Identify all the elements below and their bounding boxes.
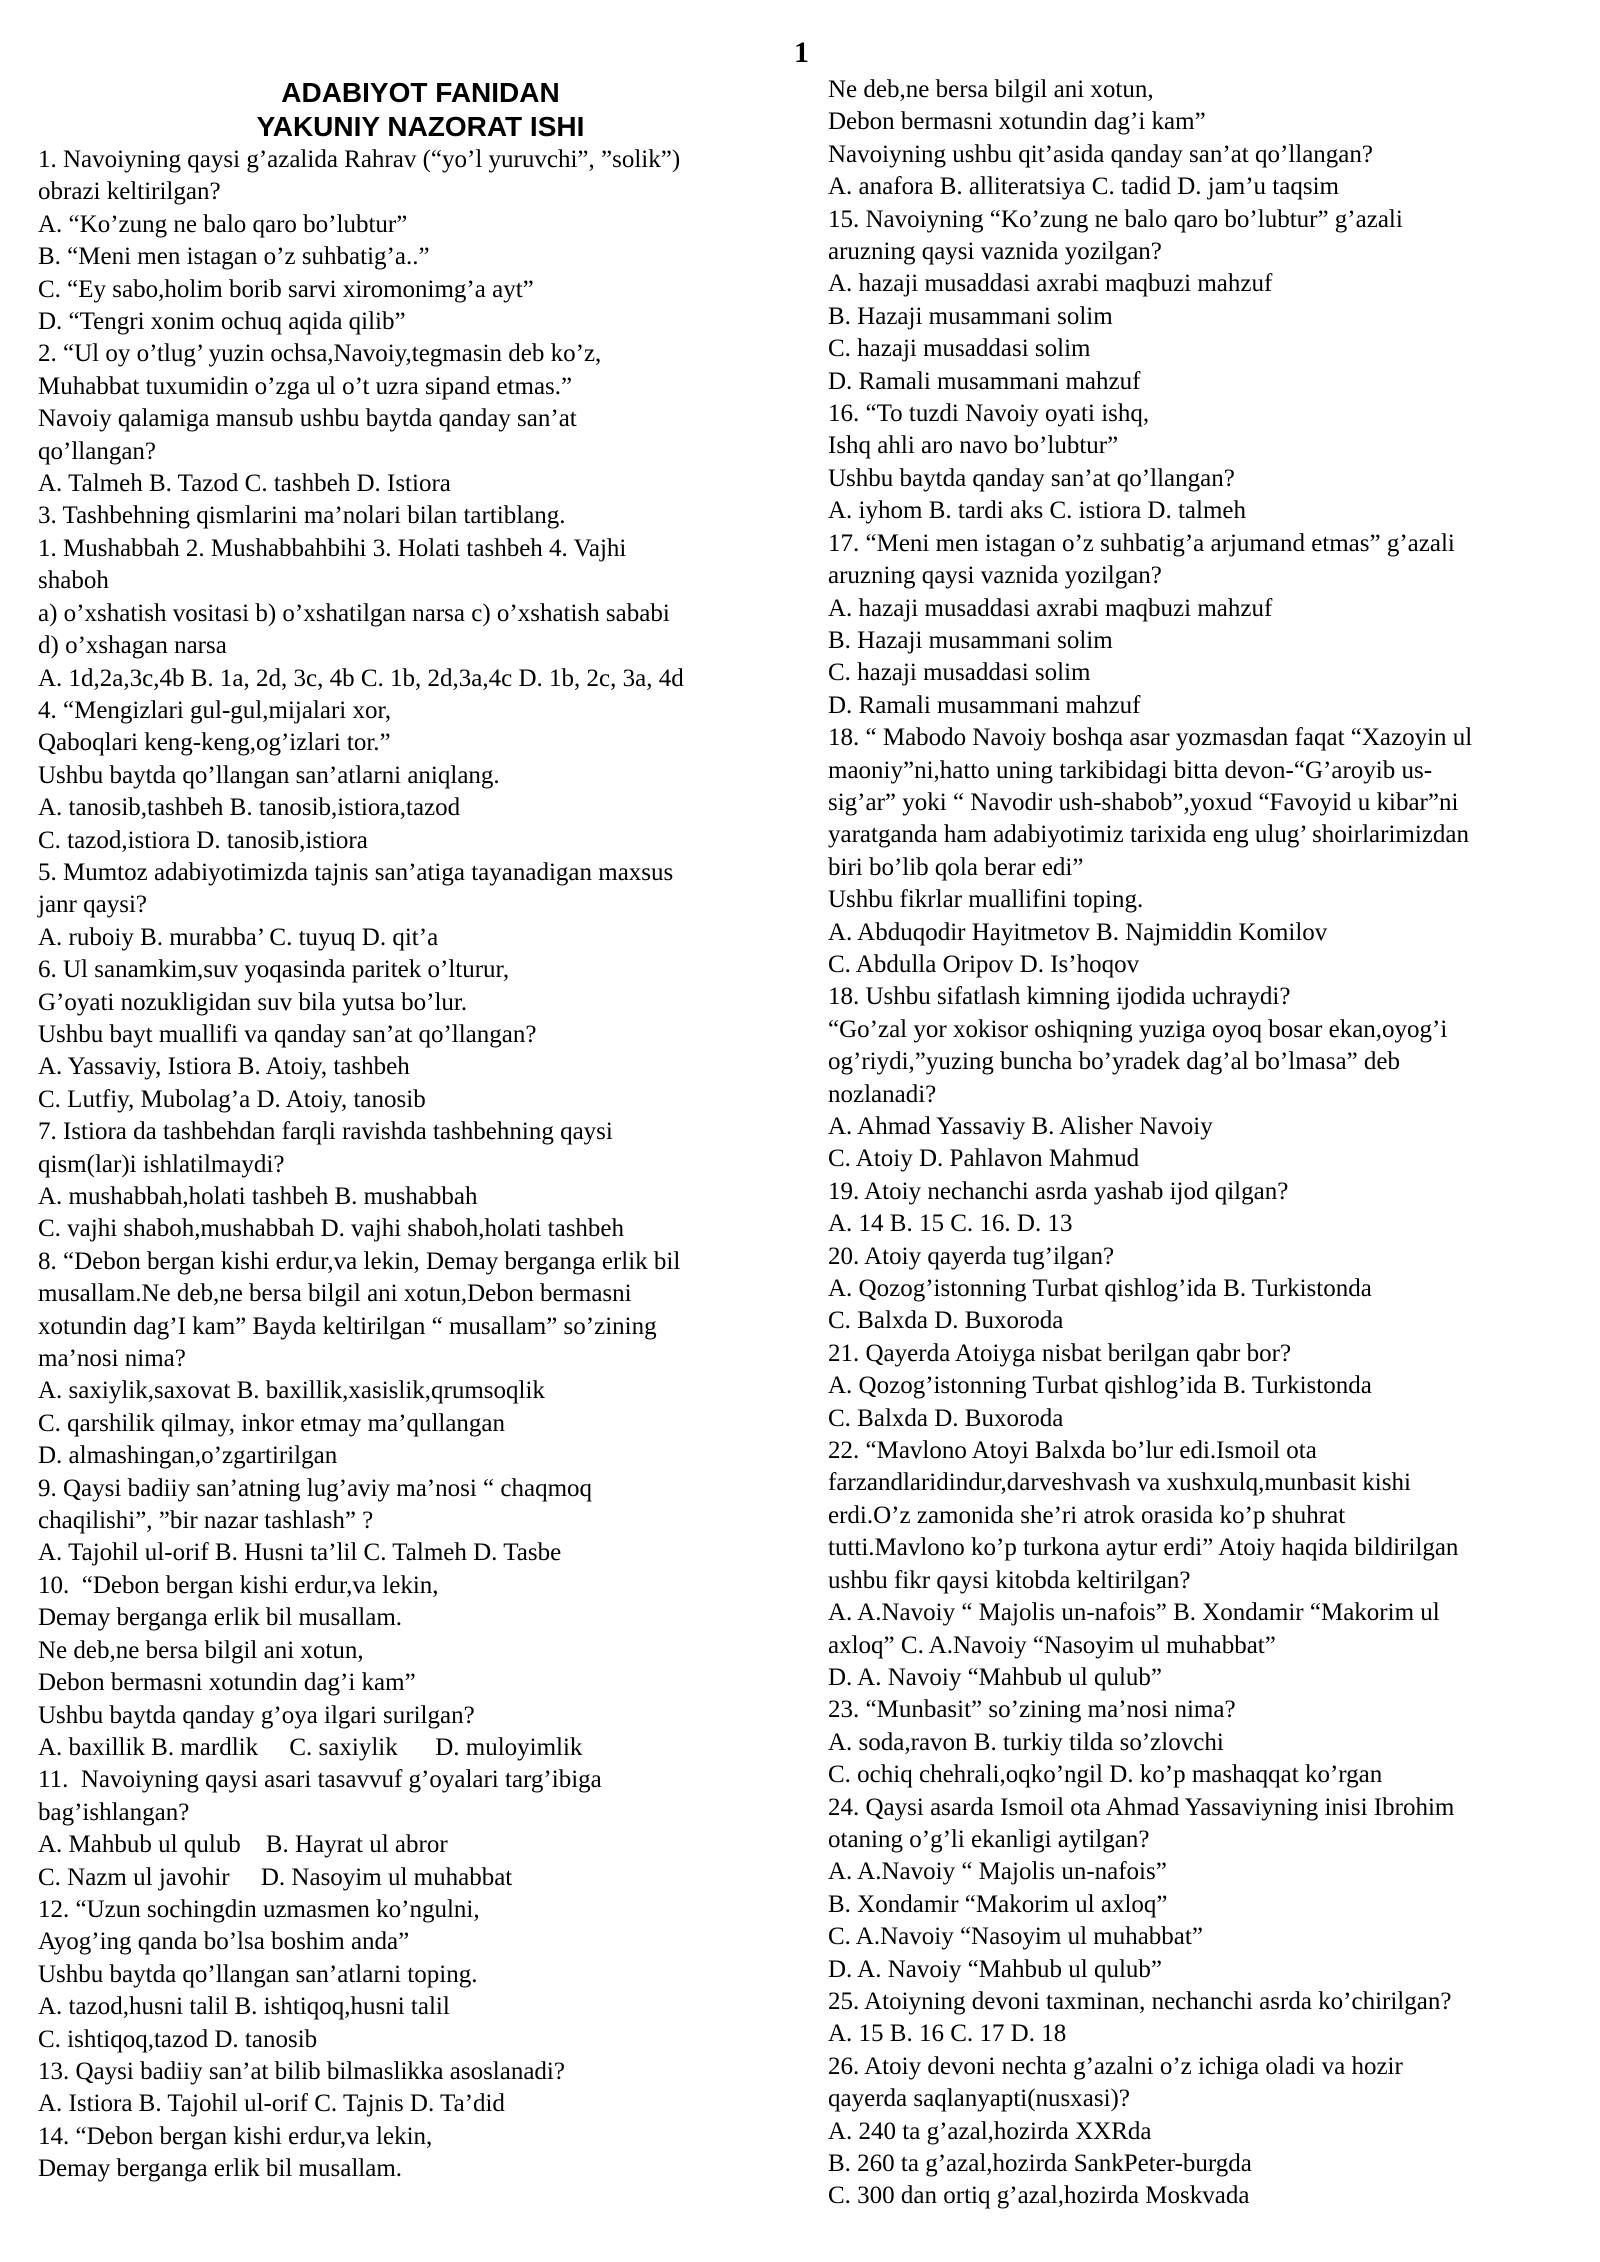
text-line: A. 240 ta g’azal,hozirda XXRda bbox=[828, 2117, 1152, 2145]
text-line: farzandlaridindur,darveshvash va xushxulq,munbasit kishi bbox=[828, 1469, 1411, 1497]
text-line: xotundin dag’I kam” Bayda keltirilgan “ musallam” so’zining bbox=[38, 1312, 657, 1340]
text-line: 12. “Uzun sochingdin uzmasmen ko’ngulni, bbox=[38, 1895, 480, 1923]
text-line: B. “Meni men istagan o’z suhbatig’a..” bbox=[38, 243, 430, 271]
text-line: C. ishtiqoq,tazod D. tanosib bbox=[38, 2025, 318, 2053]
text-line: C. Balxda D. Buxoroda bbox=[828, 1307, 1064, 1335]
text-line: D. A. Navoiy “Mahbub ul qulub” bbox=[828, 1663, 1162, 1691]
text-line: qo’llangan? bbox=[38, 437, 157, 465]
text-line: C. qarshilik qilmay, inkor etmay ma’qullangan bbox=[38, 1409, 506, 1437]
text-line: 19. Atoiy nechanchi asrda yashab ijod qilgan? bbox=[828, 1177, 1289, 1205]
text-line: aruzning qaysi vaznida yozilgan? bbox=[828, 562, 1162, 590]
text-line: 22. “Mavlono Atoyi Balxda bo’lur edi.Ismoil ota bbox=[828, 1437, 1317, 1465]
text-line: Ishq ahli aro navo bo’lubtur” bbox=[828, 432, 1119, 460]
text-line: A. A.Navoiy “ Majolis un-nafois” B. Xondamir “Makorim ul bbox=[828, 1599, 1440, 1627]
text-line: Ayog’ing qanda bo’lsa boshim anda” bbox=[38, 1928, 410, 1956]
text-line: A. 15 B. 16 C. 17 D. 18 bbox=[828, 2020, 1067, 2048]
text-line: B. Hazaji musammani solim bbox=[828, 626, 1113, 654]
text-line: Demay berganga erlik bil musallam. bbox=[38, 1604, 403, 1632]
text-line: A. Talmeh B. Tazod C. tashbeh D. Istiora bbox=[38, 470, 451, 498]
text-line: A. 14 B. 15 C. 16. D. 13 bbox=[828, 1210, 1073, 1238]
text-line: shaboh bbox=[38, 567, 109, 595]
text-line: 18. Ushbu sifatlash kimning ijodida uchraydi? bbox=[828, 983, 1291, 1011]
text-line: B. Hazaji musammani solim bbox=[828, 302, 1113, 330]
text-line: A. iyhom B. tardi aks C. istiora D. talmeh bbox=[828, 497, 1247, 525]
text-line: B. 260 ta g’azal,hozirda SankPeter-burgda bbox=[828, 2150, 1252, 2177]
text-line: biri bo’lib qola berar edi” bbox=[828, 853, 1084, 881]
text-line: A. Qozog’istonning Turbat qishlog’ida B. Turkistonda bbox=[828, 1372, 1372, 1400]
text-line: 25. Atoiyning devoni taxminan, nechanchi asrda ko’chirilgan? bbox=[828, 1987, 1452, 2015]
text-line: 10. “Debon bergan kishi erdur,va lekin, bbox=[38, 1571, 439, 1599]
text-line: C. hazaji musaddasi solim bbox=[828, 659, 1091, 687]
text-line: 15. Navoiyning “Ko’zung ne balo qaro bo’lubtur” g’azali bbox=[828, 205, 1403, 233]
text-line: A. hazaji musaddasi axrabi maqbuzi mahzuf bbox=[828, 270, 1273, 298]
text-line: A. mushabbah,holati tashbeh B. mushabbah bbox=[38, 1183, 478, 1210]
text-line: C. Nazm ul javohir D. Nasoyim ul muhabbat bbox=[38, 1863, 513, 1891]
text-line: A. Abduqodir Hayitmetov B. Najmiddin Komilov bbox=[828, 918, 1328, 946]
text-line: 8. “Debon bergan kishi erdur,va lekin, Demay berganga erlik bil bbox=[38, 1247, 681, 1275]
text-line: ma’nosi nima? bbox=[38, 1345, 186, 1373]
text-line: Qaboqlari keng-keng,og’izlari tor.” bbox=[38, 729, 391, 757]
text-line: Debon bermasni xotundin dag’i kam” bbox=[38, 1669, 416, 1697]
text-line: 21. Qayerda Atoiyga nisbat berilgan qabr bor? bbox=[828, 1339, 1292, 1367]
text-line: A. Mahbub ul qulub B. Hayrat ul abror bbox=[38, 1831, 448, 1859]
text-line: erdi.O’z zamonida she’ri atrok orasida ko’p shuhrat bbox=[828, 1501, 1346, 1529]
text-line: A. Ahmad Yassaviy B. Alisher Navoiy bbox=[828, 1113, 1213, 1140]
document-title-line-2: YAKUNIY NAZORAT ISHI bbox=[256, 111, 585, 142]
text-line: 9. Qaysi badiiy san’atning lug’aviy ma’nosi “ chaqmoq bbox=[38, 1474, 593, 1502]
text-line: otaning o’g’li ekanligi aytilgan? bbox=[828, 1825, 1150, 1853]
text-line: A. anafora B. alliteratsiya C. tadid D. jam’u taqsim bbox=[828, 173, 1339, 201]
text-line: A. ruboiy B. murabba’ C. tuyuq D. qit’a bbox=[38, 923, 439, 951]
text-line: Ushbu baytda qo’llangan san’atlarni aniqlang. bbox=[38, 761, 500, 789]
text-line: 11. Navoiyning qaysi asari tasavvuf g’oyalari targ’ibiga bbox=[38, 1766, 602, 1794]
text-line: Ne deb,ne bersa bilgil ani xotun, bbox=[828, 76, 1154, 103]
text-line: Ne deb,ne bersa bilgil ani xotun, bbox=[38, 1636, 364, 1664]
text-line: aruzning qaysi vaznida yozilgan? bbox=[828, 238, 1162, 266]
text-line: C. tazod,istiora D. tanosib,istiora bbox=[38, 826, 368, 854]
text-line: C. ochiq chehrali,oqko’ngil D. ko’p mashaqqat ko’rgan bbox=[828, 1761, 1383, 1789]
text-line: 4. “Mengizlari gul-gul,mijalari xor, bbox=[38, 696, 392, 724]
text-line: C. Lutfiy, Mubolag’a D. Atoiy, tanosib bbox=[38, 1085, 426, 1113]
text-line: musallam.Ne deb,ne bersa bilgil ani xotun,Debon bermasni bbox=[38, 1280, 632, 1308]
text-line: D. almashingan,o’zgartirilgan bbox=[38, 1442, 338, 1470]
text-line: 24. Qaysi asarda Ismoil ota Ahmad Yassaviyning inisi Ibrohim bbox=[828, 1793, 1455, 1821]
text-line: Ushbu baytda qanday g’oya ilgari surilgan? bbox=[38, 1701, 475, 1729]
text-line: 17. “Meni men istagan o’z suhbatig’a arjumand etmas” g’azali bbox=[828, 529, 1455, 557]
text-line: A. Tajohil ul-orif B. Husni ta’lil C. Talmeh D. Tasbe bbox=[38, 1539, 562, 1567]
text-line: tutti.Mavlono ko’p turkona aytur erdi” Atoiy haqida bildirilgan bbox=[828, 1534, 1459, 1562]
text-line: C. A.Navoiy “Nasoyim ul muhabbat” bbox=[828, 1923, 1203, 1951]
text-line: chaqilishi”, ”bir nazar tashlash” ? bbox=[38, 1507, 374, 1535]
text-line: 6. Ul sanamkim,suv yoqasinda paritek o’lturur, bbox=[38, 956, 510, 984]
text-line: janr qaysi? bbox=[38, 891, 147, 919]
text-line: A. A.Navoiy “ Majolis un-nafois” bbox=[828, 1858, 1167, 1886]
text-line: D. Ramali musammani mahzuf bbox=[828, 367, 1141, 395]
text-line: qism(lar)i ishlatilmaydi? bbox=[38, 1150, 285, 1178]
text-line: a) o’xshatish vositasi b) o’xshatilgan narsa c) o’xshatish sababi bbox=[38, 599, 670, 627]
text-line: yaratganda ham adabiyotimiz tarixida eng ulug’ shoirlarimizdan bbox=[828, 821, 1469, 849]
text-line: axloq” C. A.Navoiy “Nasoyim ul muhabbat” bbox=[828, 1631, 1276, 1659]
text-line: A. tazod,husni talil B. ishtiqoq,husni talil bbox=[38, 1993, 450, 2021]
text-line: 2. “Ul oy o’tlug’ yuzin ochsa,Navoiy,tegmasin deb ko’z, bbox=[38, 340, 602, 368]
left-text-body bbox=[38, 144, 783, 2186]
text-line: A. hazaji musaddasi axrabi maqbuzi mahzuf bbox=[828, 594, 1273, 622]
page-number: 1 bbox=[794, 36, 809, 69]
text-line: 16. “To tuzdi Navoiy oyati ishq, bbox=[828, 400, 1150, 428]
text-line: A. baxillik B. mardlik C. saxiylik D. muloyimlik bbox=[38, 1733, 583, 1761]
text-line: A. saxiylik,saxovat B. baxillik,xasislik,qrumsoqlik bbox=[38, 1377, 545, 1405]
text-line: sig’ar” yoki “ Navodir ush-shabob”,yoxud “Favoyid u kibar”ni bbox=[828, 788, 1459, 816]
text-line: B. Xondamir “Makorim ul axloq” bbox=[828, 1890, 1168, 1918]
text-line: A. “Ko’zung ne balo qaro bo’lubtur” bbox=[38, 210, 408, 238]
text-line: C. Balxda D. Buxoroda bbox=[828, 1404, 1064, 1432]
right-text-body bbox=[828, 74, 1573, 2213]
text-line: Ushbu bayt muallifi va qanday san’at qo’llangan? bbox=[38, 1020, 537, 1048]
text-line: 7. Istiora da tashbehdan farqli ravishda tashbehning qaysi bbox=[38, 1118, 613, 1146]
text-line: C. Atoiy D. Pahlavon Mahmud bbox=[828, 1145, 1140, 1173]
text-line: A. Istiora B. Tajohil ul-orif C. Tajnis D. Ta’did bbox=[38, 2090, 505, 2118]
text-line: 5. Mumtoz adabiyotimizda tajnis san’atiga tayanadigan maxsus bbox=[38, 858, 674, 886]
text-line: D. Ramali musammani mahzuf bbox=[828, 691, 1141, 719]
document-title-line-1: ADABIYOT FANIDAN bbox=[281, 77, 560, 108]
text-line: G’oyati nozukligidan suv bila yutsa bo’lur. bbox=[38, 988, 468, 1016]
text-line: Debon bermasni xotundin dag’i kam” bbox=[828, 108, 1206, 136]
text-line: 13. Qaysi badiiy san’at bilib bilmaslikka asoslanadi? bbox=[38, 2057, 565, 2085]
text-line: A. Yassaviy, Istiora B. Atoiy, tashbeh bbox=[38, 1053, 410, 1081]
text-line: C. Abdulla Oripov D. Is’hoqov bbox=[828, 950, 1140, 978]
text-line: ushbu fikr qaysi kitobda keltirilgan? bbox=[828, 1566, 1191, 1594]
text-line: nozlanadi? bbox=[828, 1080, 937, 1108]
text-line: 20. Atoiy qayerda tug’ilgan? bbox=[828, 1242, 1115, 1270]
text-line: 26. Atoiy devoni nechta g’azalni o’z ichiga oladi va hozir bbox=[828, 2052, 1403, 2080]
text-line: Ushbu fikrlar muallifini toping. bbox=[828, 886, 1144, 914]
text-line: og’riydi,”yuzing buncha bo’yradek dag’al bo’lmasa” deb bbox=[828, 1048, 1401, 1076]
text-line: C. vajhi shaboh,mushabbah D. vajhi shaboh,holati tashbeh bbox=[38, 1215, 625, 1243]
text-line: 1. Navoiyning qaysi g’azalida Rahrav (“yo’l yuruvchi”, ”solik”) bbox=[38, 146, 681, 173]
text-line: qayerda saqlanyapti(nusxasi)? bbox=[828, 2085, 1130, 2113]
text-line: D. A. Navoiy “Mahbub ul qulub” bbox=[828, 1955, 1162, 1983]
text-line: maoniy”ni,hatto uning tarkibidagi bitta devon-“G’aroyib us- bbox=[828, 756, 1433, 784]
text-line: C. 300 dan ortiq g’azal,hozirda Moskvada bbox=[828, 2182, 1250, 2210]
text-line: d) o’xshagan narsa bbox=[38, 632, 227, 660]
text-line: bag’ishlangan? bbox=[38, 1798, 190, 1826]
text-line: D. “Tengri xonim ochuq aqida qilib” bbox=[38, 308, 406, 336]
text-line: C. hazaji musaddasi solim bbox=[828, 335, 1091, 363]
text-line: Navoiy qalamiga mansub ushbu baytda qanday san’at bbox=[38, 405, 577, 433]
text-line: 1. Mushabbah 2. Mushabbahbihi 3. Holati tashbeh 4. Vajhi bbox=[38, 534, 627, 562]
text-line: Ushbu baytda qo’llangan san’atlarni toping. bbox=[38, 1960, 478, 1988]
text-line: A. soda,ravon B. turkiy tilda so’zlovchi bbox=[828, 1728, 1224, 1756]
text-line: “Go’zal yor xokisor oshiqning yuziga oyoq bosar ekan,oyog’i bbox=[828, 1015, 1448, 1043]
text-line: Muhabbat tuxumidin o’zga ul o’t uzra sipand etmas.” bbox=[38, 372, 573, 400]
text-line: 14. “Debon bergan kishi erdur,va lekin, bbox=[38, 2122, 433, 2150]
text-line: 3. Tashbehning qismlarini ma’nolari bilan tartiblang. bbox=[38, 502, 566, 530]
text-line: Navoiyning ushbu qit’asida qanday san’at qo’llangan? bbox=[828, 140, 1373, 168]
text-line: A. 1d,2a,3c,4b B. 1a, 2d, 3c, 4b C. 1b, 2d,3a,4c D. 1b, 2c, 3a, 4d bbox=[38, 664, 684, 692]
text-line: obrazi keltirilgan? bbox=[38, 178, 221, 206]
text-line: C. “Ey sabo,holim borib sarvi xiromonimg’a ayt” bbox=[38, 275, 534, 303]
left-column bbox=[38, 76, 783, 2186]
text-line: A. Qozog’istonning Turbat qishlog’ida B. Turkistonda bbox=[828, 1275, 1372, 1303]
text-line: 23. “Munbasit” so’zining ma’nosi nima? bbox=[828, 1696, 1236, 1724]
text-line: Demay berganga erlik bil musallam. bbox=[38, 2155, 403, 2183]
text-line: 18. “ Mabodo Navoiy boshqa asar yozmasdan faqat “Xazoyin ul bbox=[828, 724, 1473, 752]
text-line: Ushbu baytda qanday san’at qo’llangan? bbox=[828, 464, 1235, 492]
right-column bbox=[828, 74, 1573, 2213]
text-line: A. tanosib,tashbeh B. tanosib,istiora,tazod bbox=[38, 794, 461, 822]
